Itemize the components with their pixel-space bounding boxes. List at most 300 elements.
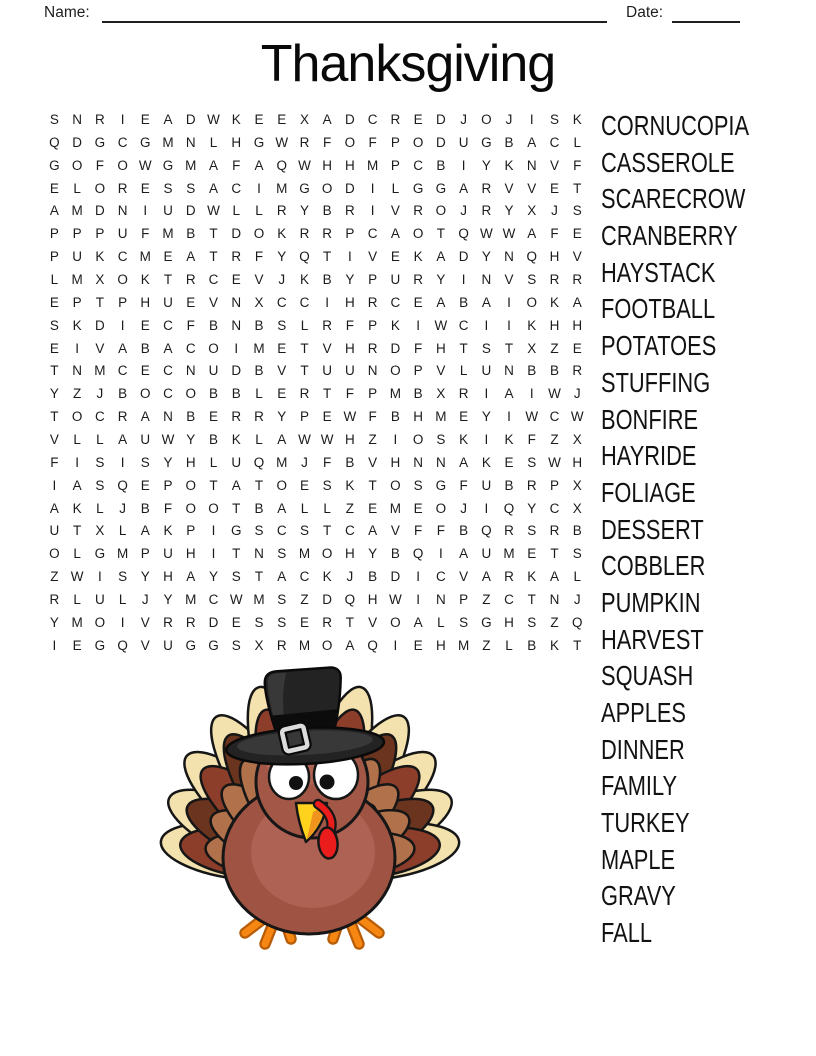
grid-letter[interactable]: P xyxy=(413,363,423,379)
grid-letter[interactable]: O xyxy=(185,500,197,516)
grid-letter[interactable]: L xyxy=(391,180,400,196)
grid-letter[interactable]: W xyxy=(298,431,311,447)
grid-letter[interactable]: P xyxy=(345,226,355,242)
grid-letter[interactable]: H xyxy=(572,317,583,333)
grid-letter[interactable]: M xyxy=(253,340,265,356)
grid-letter[interactable]: L xyxy=(73,180,81,196)
grid-letter[interactable]: Y xyxy=(277,249,287,265)
grid-letter[interactable]: W xyxy=(320,431,334,447)
grid-letter[interactable]: H xyxy=(413,409,423,425)
grid-letter[interactable]: X xyxy=(254,294,264,310)
grid-letter[interactable]: O xyxy=(435,500,447,516)
grid-letter[interactable]: Q xyxy=(503,500,515,516)
grid-letter[interactable]: V xyxy=(390,523,400,539)
grid-letter[interactable]: K xyxy=(413,249,423,265)
grid-letter[interactable]: E xyxy=(277,340,287,356)
grid-letter[interactable]: B xyxy=(254,363,264,379)
grid-letter[interactable]: H xyxy=(345,157,355,173)
grid-letter[interactable]: L xyxy=(232,203,240,219)
grid-letter[interactable]: J xyxy=(119,500,126,516)
grid-letter[interactable]: K xyxy=(527,317,537,333)
grid-letter[interactable]: I xyxy=(529,386,534,402)
grid-letter[interactable]: X xyxy=(95,523,105,539)
grid-letter[interactable]: A xyxy=(231,477,241,493)
date-blank-line[interactable] xyxy=(672,2,740,23)
grid-letter[interactable]: F xyxy=(232,157,241,173)
grid-letter[interactable]: A xyxy=(186,569,196,585)
grid-letter[interactable]: S xyxy=(49,111,59,127)
grid-letter[interactable]: G xyxy=(230,523,242,539)
grid-letter[interactable]: P xyxy=(95,226,105,242)
grid-letter[interactable]: F xyxy=(323,134,332,150)
grid-letter[interactable]: D xyxy=(72,134,82,150)
grid-letter[interactable]: R xyxy=(549,523,560,539)
grid-letter[interactable]: V xyxy=(322,340,332,356)
grid-letter[interactable]: S xyxy=(413,477,423,493)
grid-letter[interactable]: I xyxy=(257,180,261,196)
grid-letter[interactable]: O xyxy=(117,271,128,287)
grid-letter[interactable]: K xyxy=(72,500,82,516)
grid-letter[interactable]: R xyxy=(276,203,287,219)
grid-letter[interactable]: S xyxy=(436,431,446,447)
grid-letter[interactable]: E xyxy=(254,111,264,127)
grid-letter[interactable]: B xyxy=(527,363,537,379)
grid-letter[interactable]: O xyxy=(435,203,447,219)
grid-letter[interactable]: I xyxy=(120,317,125,333)
grid-letter[interactable]: U xyxy=(49,523,60,539)
grid-letter[interactable]: E xyxy=(550,180,560,196)
grid-letter[interactable]: Y xyxy=(481,409,491,425)
grid-letter[interactable]: D xyxy=(345,111,355,127)
grid-letter[interactable]: E xyxy=(390,249,400,265)
grid-letter[interactable]: O xyxy=(412,431,424,447)
grid-letter[interactable]: O xyxy=(321,180,333,196)
grid-letter[interactable]: I xyxy=(75,454,79,470)
grid-letter[interactable]: C xyxy=(163,317,173,333)
grid-letter[interactable]: B xyxy=(322,203,332,219)
grid-letter[interactable]: C xyxy=(276,523,287,539)
grid-letter[interactable]: Y xyxy=(504,203,514,219)
grid-letter[interactable]: H xyxy=(345,340,355,356)
grid-letter[interactable]: K xyxy=(390,317,400,333)
grid-letter[interactable]: K xyxy=(527,569,537,585)
grid-letter[interactable]: G xyxy=(412,180,424,196)
grid-letter[interactable]: O xyxy=(412,226,424,242)
grid-letter[interactable]: R xyxy=(345,203,355,219)
grid-letter[interactable]: E xyxy=(49,180,59,196)
grid-letter[interactable]: K xyxy=(504,157,514,173)
grid-letter[interactable]: O xyxy=(390,477,401,493)
grid-letter[interactable]: A xyxy=(572,294,582,310)
grid-letter[interactable]: F xyxy=(254,249,264,265)
grid-letter[interactable]: W xyxy=(570,409,584,425)
grid-letter[interactable]: T xyxy=(550,546,559,562)
grid-letter[interactable]: P xyxy=(550,477,560,493)
grid-letter[interactable]: U xyxy=(94,591,105,607)
grid-letter[interactable]: O xyxy=(49,546,60,562)
grid-letter[interactable]: J xyxy=(551,203,558,219)
grid-letter[interactable]: R xyxy=(117,409,128,425)
grid-letter[interactable]: T xyxy=(50,409,59,425)
grid-letter[interactable]: Z xyxy=(482,591,491,607)
grid-letter[interactable]: S xyxy=(527,454,537,470)
grid-letter[interactable]: S xyxy=(572,203,582,219)
grid-letter[interactable]: P xyxy=(49,226,59,242)
grid-letter[interactable]: S xyxy=(254,523,264,539)
grid-letter[interactable]: I xyxy=(120,111,125,127)
grid-letter[interactable]: X xyxy=(436,386,446,402)
grid-letter[interactable]: M xyxy=(71,614,83,630)
grid-letter[interactable]: V xyxy=(390,203,400,219)
grid-letter[interactable]: U xyxy=(390,271,401,287)
grid-letter[interactable]: W xyxy=(525,409,539,425)
grid-letter[interactable]: K xyxy=(299,271,309,287)
grid-letter[interactable]: E xyxy=(209,409,219,425)
grid-letter[interactable]: N xyxy=(549,591,560,607)
grid-letter[interactable]: N xyxy=(435,591,446,607)
grid-letter[interactable]: K xyxy=(504,431,514,447)
grid-letter[interactable]: W xyxy=(479,226,493,242)
grid-letter[interactable]: L xyxy=(573,134,582,150)
grid-letter[interactable]: B xyxy=(345,454,355,470)
grid-letter[interactable]: S xyxy=(277,317,287,333)
grid-letter[interactable]: C xyxy=(299,294,310,310)
grid-letter[interactable]: I xyxy=(416,569,420,585)
grid-letter[interactable]: Y xyxy=(277,409,287,425)
grid-letter[interactable]: T xyxy=(209,249,218,265)
grid-letter[interactable]: M xyxy=(298,637,311,653)
grid-letter[interactable]: E xyxy=(299,614,309,630)
grid-letter[interactable]: H xyxy=(435,340,446,356)
grid-letter[interactable]: N xyxy=(163,409,173,425)
grid-letter[interactable]: I xyxy=(484,500,489,516)
grid-letter[interactable]: L xyxy=(73,591,81,607)
grid-letter[interactable]: A xyxy=(72,477,82,493)
grid-letter[interactable]: V xyxy=(527,180,537,196)
grid-letter[interactable]: P xyxy=(390,157,400,173)
grid-letter[interactable]: B xyxy=(209,317,219,333)
grid-letter[interactable]: M xyxy=(116,546,129,562)
grid-letter[interactable]: V xyxy=(209,294,219,310)
grid-letter[interactable]: J xyxy=(505,111,513,127)
grid-letter[interactable]: B xyxy=(390,546,400,562)
grid-letter[interactable]: Q xyxy=(344,591,356,607)
grid-letter[interactable]: T xyxy=(323,386,332,402)
grid-letter[interactable]: H xyxy=(345,546,355,562)
grid-letter[interactable]: Q xyxy=(412,546,424,562)
grid-letter[interactable]: M xyxy=(389,500,401,516)
grid-letter[interactable]: T xyxy=(345,614,355,630)
grid-letter[interactable]: E xyxy=(299,477,309,493)
grid-letter[interactable]: R xyxy=(504,523,514,539)
grid-letter[interactable]: R xyxy=(367,340,378,356)
grid-letter[interactable]: E xyxy=(572,340,582,356)
grid-letter[interactable]: T xyxy=(300,363,309,379)
grid-letter[interactable]: C xyxy=(163,386,173,402)
grid-letter[interactable]: M xyxy=(185,591,197,607)
grid-letter[interactable]: E xyxy=(504,454,514,470)
grid-letter[interactable]: K xyxy=(72,317,82,333)
grid-letter[interactable]: Q xyxy=(276,157,287,173)
grid-letter[interactable]: S xyxy=(277,591,287,607)
grid-letter[interactable]: R xyxy=(526,477,537,493)
grid-letter[interactable]: U xyxy=(481,363,492,379)
grid-letter[interactable]: D xyxy=(208,614,219,630)
grid-letter[interactable]: B xyxy=(254,500,264,516)
grid-letter[interactable]: V xyxy=(49,431,59,447)
grid-letter[interactable]: G xyxy=(162,157,174,173)
grid-letter[interactable]: M xyxy=(139,249,151,265)
grid-letter[interactable]: K xyxy=(231,111,241,127)
grid-letter[interactable]: R xyxy=(322,614,333,630)
grid-letter[interactable]: I xyxy=(507,409,511,425)
grid-letter[interactable]: V xyxy=(140,614,150,630)
grid-letter[interactable]: G xyxy=(94,637,106,653)
grid-letter[interactable]: G xyxy=(435,180,447,196)
grid-letter[interactable]: N xyxy=(435,454,446,470)
grid-letter[interactable]: D xyxy=(345,180,355,196)
grid-letter[interactable]: U xyxy=(163,203,173,219)
grid-letter[interactable]: J xyxy=(460,203,467,219)
grid-letter[interactable]: U xyxy=(458,134,469,150)
grid-letter[interactable]: I xyxy=(348,249,352,265)
grid-letter[interactable]: E xyxy=(49,294,59,310)
grid-letter[interactable]: H xyxy=(435,637,446,653)
grid-letter[interactable]: K xyxy=(163,523,173,539)
grid-letter[interactable]: W xyxy=(161,431,175,447)
grid-letter[interactable]: A xyxy=(345,637,355,653)
grid-letter[interactable]: B xyxy=(118,386,128,402)
grid-letter[interactable]: G xyxy=(208,637,219,653)
grid-letter[interactable]: R xyxy=(185,614,196,630)
grid-letter[interactable]: T xyxy=(300,340,309,356)
grid-letter[interactable]: Q xyxy=(367,637,378,653)
grid-letter[interactable]: N xyxy=(254,546,264,562)
grid-letter[interactable]: V xyxy=(254,271,264,287)
grid-letter[interactable]: T xyxy=(232,546,241,562)
grid-letter[interactable]: D xyxy=(435,111,446,127)
grid-letter[interactable]: G xyxy=(299,180,310,196)
grid-letter[interactable]: F xyxy=(368,134,377,150)
grid-letter[interactable]: O xyxy=(526,294,538,310)
grid-letter[interactable]: G xyxy=(435,477,447,493)
grid-letter[interactable]: C xyxy=(345,523,355,539)
grid-letter[interactable]: A xyxy=(459,180,469,196)
grid-letter[interactable]: I xyxy=(370,203,375,219)
grid-letter[interactable]: T xyxy=(254,569,264,585)
grid-letter[interactable]: Y xyxy=(140,569,150,585)
grid-letter[interactable]: H xyxy=(549,249,560,265)
grid-letter[interactable]: U xyxy=(481,477,492,493)
grid-letter[interactable]: B xyxy=(140,340,150,356)
grid-letter[interactable]: M xyxy=(276,180,288,196)
grid-letter[interactable]: M xyxy=(435,409,447,425)
grid-letter[interactable]: S xyxy=(459,614,469,630)
grid-letter[interactable]: O xyxy=(344,134,356,150)
grid-letter[interactable]: N xyxy=(185,134,196,150)
grid-letter[interactable]: X xyxy=(254,637,264,653)
grid-letter[interactable]: F xyxy=(573,157,582,173)
grid-letter[interactable]: T xyxy=(504,340,514,356)
grid-letter[interactable]: G xyxy=(94,134,106,150)
grid-letter[interactable]: S xyxy=(550,111,560,127)
name-blank-line[interactable] xyxy=(102,2,607,23)
grid-letter[interactable]: W xyxy=(138,157,152,173)
grid-letter[interactable]: C xyxy=(231,180,242,196)
grid-letter[interactable]: I xyxy=(120,614,125,630)
grid-letter[interactable]: X xyxy=(527,340,537,356)
grid-letter[interactable]: U xyxy=(117,226,128,242)
grid-letter[interactable]: H xyxy=(345,431,355,447)
grid-letter[interactable]: H xyxy=(322,157,333,173)
grid-letter[interactable]: Z xyxy=(550,614,559,630)
grid-letter[interactable]: Y xyxy=(345,271,355,287)
grid-letter[interactable]: D xyxy=(322,591,333,607)
grid-letter[interactable]: R xyxy=(231,409,242,425)
grid-letter[interactable]: C xyxy=(458,317,469,333)
grid-letter[interactable]: M xyxy=(367,157,379,173)
grid-letter[interactable]: Y xyxy=(186,431,196,447)
grid-letter[interactable]: M xyxy=(71,203,83,219)
grid-letter[interactable]: K xyxy=(277,226,287,242)
grid-letter[interactable]: D xyxy=(94,203,105,219)
grid-letter[interactable]: A xyxy=(163,340,173,356)
grid-letter[interactable]: S xyxy=(95,454,105,470)
grid-letter[interactable]: Y xyxy=(368,546,378,562)
grid-letter[interactable]: D xyxy=(390,340,401,356)
grid-letter[interactable]: I xyxy=(234,340,239,356)
grid-letter[interactable]: M xyxy=(94,363,106,379)
grid-letter[interactable]: G xyxy=(185,637,197,653)
grid-letter[interactable]: H xyxy=(390,454,401,470)
grid-letter[interactable]: M xyxy=(503,546,515,562)
grid-letter[interactable]: N xyxy=(504,249,514,265)
grid-letter[interactable]: Q xyxy=(481,523,492,539)
grid-letter[interactable]: M xyxy=(389,386,401,402)
grid-letter[interactable]: R xyxy=(276,637,287,653)
grid-letter[interactable]: Y xyxy=(481,249,491,265)
grid-letter[interactable]: I xyxy=(52,637,57,653)
grid-letter[interactable]: I xyxy=(484,386,489,402)
grid-letter[interactable]: E xyxy=(186,294,196,310)
grid-letter[interactable]: M xyxy=(253,591,265,607)
grid-letter[interactable]: Y xyxy=(481,157,491,173)
grid-letter[interactable]: B xyxy=(527,637,537,653)
grid-letter[interactable]: I xyxy=(120,454,125,470)
grid-letter[interactable]: E xyxy=(459,409,469,425)
grid-letter[interactable]: A xyxy=(459,454,469,470)
grid-letter[interactable]: K xyxy=(231,431,241,447)
grid-letter[interactable]: B xyxy=(209,431,219,447)
grid-letter[interactable]: I xyxy=(97,569,102,585)
grid-letter[interactable]: L xyxy=(73,431,81,447)
grid-letter[interactable]: V xyxy=(504,271,514,287)
grid-letter[interactable]: H xyxy=(367,591,378,607)
grid-letter[interactable]: A xyxy=(277,500,287,516)
grid-letter[interactable]: A xyxy=(504,386,514,402)
grid-letter[interactable]: F xyxy=(368,409,377,425)
grid-letter[interactable]: N xyxy=(413,454,423,470)
grid-letter[interactable]: L xyxy=(255,203,263,219)
grid-letter[interactable]: M xyxy=(185,157,197,173)
grid-letter[interactable]: P xyxy=(368,386,378,402)
grid-letter[interactable]: L xyxy=(96,500,104,516)
grid-letter[interactable]: N xyxy=(231,294,242,310)
grid-letter[interactable]: B xyxy=(231,386,241,402)
grid-letter[interactable]: N xyxy=(481,271,492,287)
grid-letter[interactable]: L xyxy=(300,317,309,333)
grid-letter[interactable]: R xyxy=(413,271,423,287)
grid-letter[interactable]: C xyxy=(549,409,560,425)
grid-letter[interactable]: V xyxy=(277,363,287,379)
grid-letter[interactable]: H xyxy=(163,569,173,585)
grid-letter[interactable]: M xyxy=(276,454,288,470)
grid-letter[interactable]: Y xyxy=(49,386,59,402)
grid-letter[interactable]: I xyxy=(416,591,420,607)
grid-letter[interactable]: A xyxy=(436,249,446,265)
grid-letter[interactable]: B xyxy=(504,477,514,493)
grid-letter[interactable]: H xyxy=(231,134,242,150)
grid-letter[interactable]: L xyxy=(50,271,59,287)
grid-letter[interactable]: Z xyxy=(345,500,355,516)
grid-letter[interactable]: O xyxy=(185,477,197,493)
grid-letter[interactable]: E xyxy=(49,340,59,356)
grid-letter[interactable]: Y xyxy=(163,454,173,470)
grid-letter[interactable]: R xyxy=(231,249,242,265)
grid-letter[interactable]: U xyxy=(481,546,492,562)
grid-letter[interactable]: A xyxy=(49,203,59,219)
grid-letter[interactable]: T xyxy=(573,637,582,653)
grid-letter[interactable]: Q xyxy=(117,477,128,493)
grid-letter[interactable]: L xyxy=(73,546,81,562)
grid-letter[interactable]: S xyxy=(231,569,241,585)
grid-letter[interactable]: P xyxy=(49,249,59,265)
grid-letter[interactable]: E xyxy=(413,111,423,127)
grid-letter[interactable]: F xyxy=(141,226,150,242)
grid-letter[interactable]: T xyxy=(209,477,218,493)
grid-letter[interactable]: E xyxy=(413,500,423,516)
grid-letter[interactable]: Q xyxy=(49,134,60,150)
grid-letter[interactable]: R xyxy=(94,111,105,127)
grid-letter[interactable]: E xyxy=(163,249,173,265)
grid-letter[interactable]: B xyxy=(186,226,196,242)
grid-letter[interactable]: A xyxy=(140,523,150,539)
grid-letter[interactable]: A xyxy=(550,569,560,585)
grid-letter[interactable]: E xyxy=(413,294,423,310)
grid-letter[interactable]: V xyxy=(459,569,469,585)
grid-letter[interactable]: R xyxy=(299,226,310,242)
grid-letter[interactable]: J xyxy=(573,386,581,402)
grid-letter[interactable]: J xyxy=(301,454,308,470)
grid-letter[interactable]: N xyxy=(185,363,196,379)
grid-letter[interactable]: S xyxy=(49,317,59,333)
grid-letter[interactable]: A xyxy=(436,294,446,310)
grid-letter[interactable]: U xyxy=(163,294,173,310)
grid-letter[interactable]: A xyxy=(277,569,287,585)
grid-letter[interactable]: R xyxy=(549,271,560,287)
grid-letter[interactable]: Q xyxy=(117,637,128,653)
grid-letter[interactable]: N xyxy=(526,157,537,173)
grid-letter[interactable]: B xyxy=(550,363,560,379)
grid-letter[interactable]: L xyxy=(209,454,218,470)
grid-letter[interactable]: B xyxy=(413,386,423,402)
grid-letter[interactable]: H xyxy=(345,294,355,310)
grid-letter[interactable]: O xyxy=(253,226,265,242)
grid-letter[interactable]: B xyxy=(390,409,400,425)
grid-letter[interactable]: F xyxy=(50,454,59,470)
grid-letter[interactable]: S xyxy=(95,477,105,493)
grid-letter[interactable]: E xyxy=(413,637,423,653)
